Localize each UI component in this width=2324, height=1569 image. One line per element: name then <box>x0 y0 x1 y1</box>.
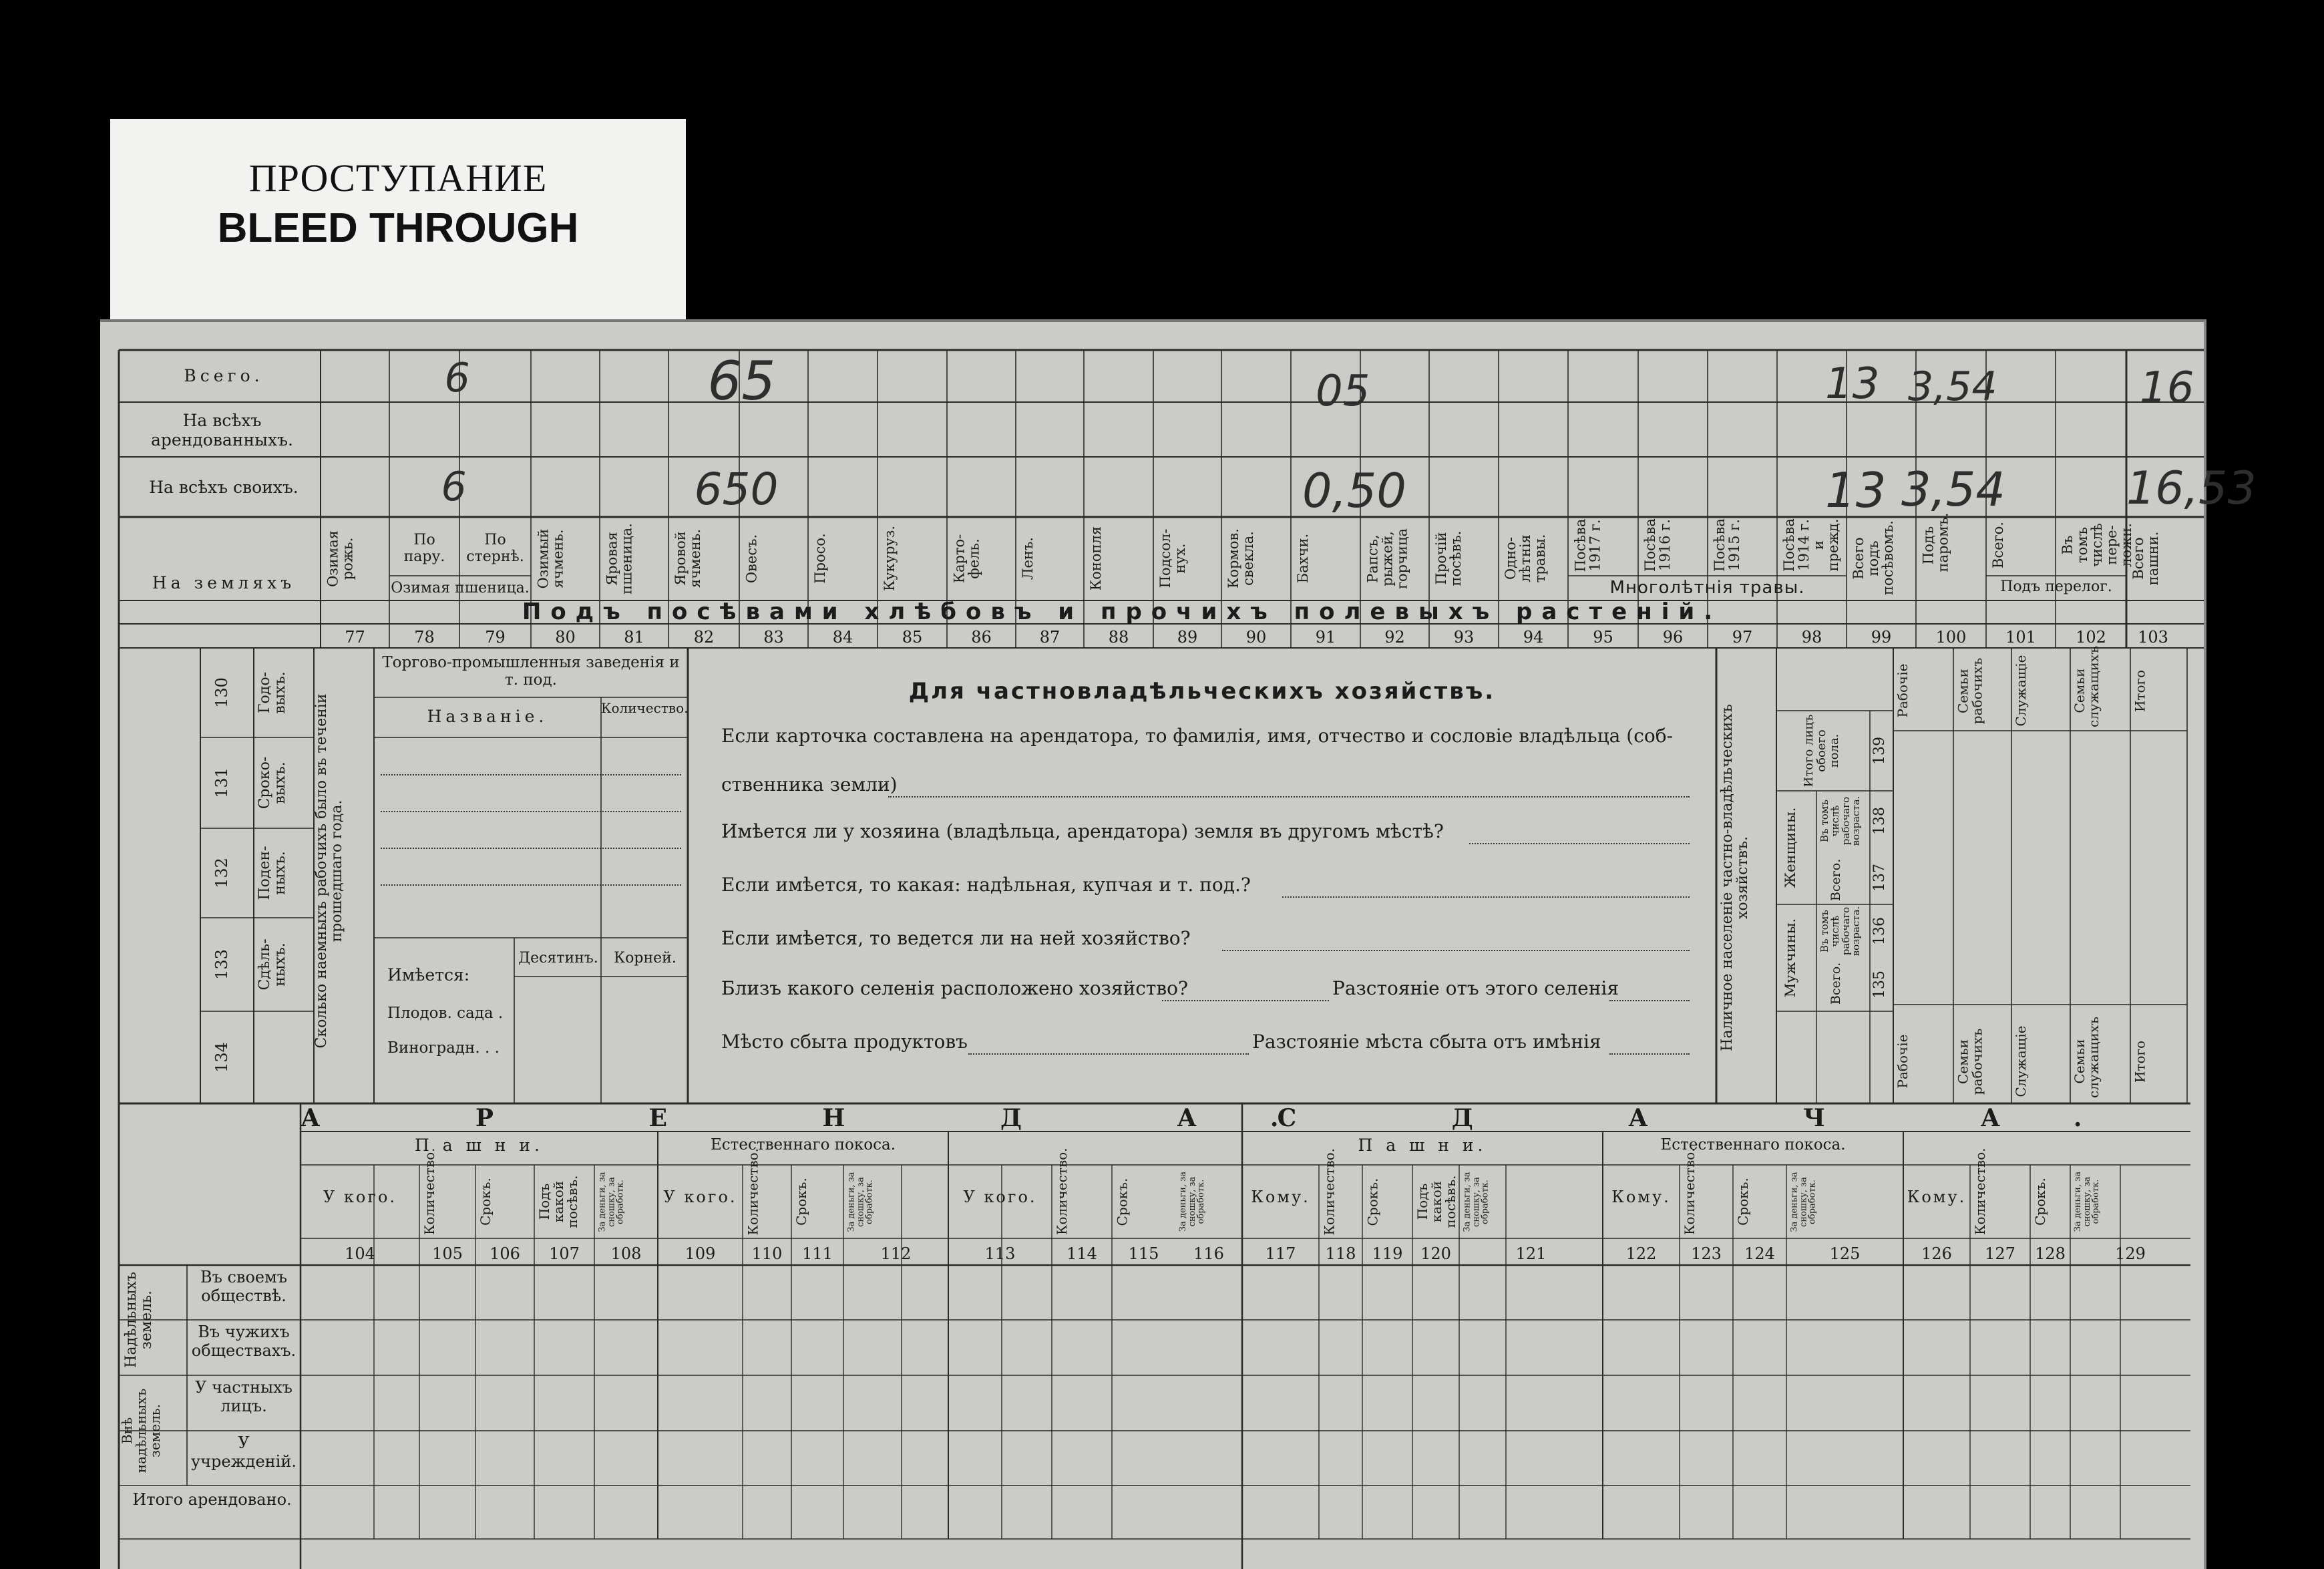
row-arendovannykh: На всѣхъ арендованныхъ. <box>151 411 293 450</box>
label-english: BLEED THROUGH <box>217 205 579 251</box>
private-estates-title: Для частновладѣльческихъ хозяйствъ. <box>908 678 1496 705</box>
hw-own-98: 13 <box>1825 462 1887 518</box>
subheader-perelog: Подъ перелог. <box>2000 578 2112 595</box>
col-number-81: 81 <box>624 628 644 647</box>
trade-header: Торгово-промышленныя заведенія и т. под. <box>382 654 680 689</box>
lease-col-111: Срокъ. <box>793 1178 809 1226</box>
col-header-100: Подъ паромъ. <box>1920 512 1951 572</box>
question-distance-market: Разстояніе мѣста сбыта отъ имѣнія <box>1252 1031 1601 1053</box>
lease-col-123: Количество. <box>1682 1148 1698 1235</box>
hired-col-number-132: 132 <box>212 858 231 888</box>
hired-col-number-130: 130 <box>212 677 231 708</box>
question-distance-village: Разстояніе отъ этого селенія <box>1332 977 1619 999</box>
lease-col-number-125: 125 <box>1829 1244 1861 1263</box>
col-header-92: Рапсъ, рыжей, горчица <box>1364 528 1410 589</box>
lease-col-107: Подъ какой посѣвъ. <box>536 1175 580 1228</box>
col-header-99: Всего подъ посѣвомъ. <box>1851 520 1897 595</box>
row-svoem-obshchestve: Въ своемъ обществѣ. <box>200 1268 288 1305</box>
right-col-top-1: Рабочіе <box>1895 663 1911 718</box>
col-header-88: Конопля <box>1088 526 1104 591</box>
population-total: Итого лицъ обоего пола. <box>1802 714 1841 788</box>
population-col-number-138: 138 <box>1871 807 1888 835</box>
subheader-ozimaya-pshenitsa: Озимая пшеница. <box>391 580 530 596</box>
lease-col-number-121: 121 <box>1515 1244 1547 1263</box>
lease-col-114: Количество. <box>1054 1148 1070 1235</box>
answer-line-market-distance <box>1609 1053 1690 1055</box>
vineyard-label: Виноградн. . . <box>387 1039 500 1057</box>
population-men-total: Всего. <box>1828 962 1843 1005</box>
population-women-total: Всего. <box>1828 858 1843 901</box>
banner-posevy: Подъ посѣвами хлѣбовъ и прочихъ полевыхъ растеній. <box>522 598 1722 625</box>
question-land-elsewhere: Имѣется ли у хозяина (владѣльца, арендатора) земля въ другомъ мѣстѣ? <box>721 820 1444 842</box>
lease-col-number-126: 126 <box>1921 1244 1952 1263</box>
lease-col-129: За деньги, за сношку, за обработк. <box>2073 1172 2102 1232</box>
lease-col-number-116: 116 <box>1193 1244 1224 1263</box>
lease-col-number-106: 106 <box>490 1244 520 1263</box>
question-land-type: Если имѣется, то какая: надѣльная, купчая и т. под.? <box>721 874 1251 896</box>
lease-col-number-113: 113 <box>984 1244 1016 1263</box>
hw-total-78: 6 <box>444 355 470 401</box>
lease-col-122: Кому. <box>1611 1188 1671 1206</box>
label-russian: ПРОСТУПАНИЕ <box>248 156 548 200</box>
lease-col-number-110: 110 <box>751 1244 783 1263</box>
lease-col-109: У кого. <box>663 1188 737 1206</box>
lease-col-number-120: 120 <box>1420 1244 1451 1263</box>
hw-total-103: 16 <box>2140 363 2194 413</box>
hired-col-132: Поден-ныхъ. <box>256 846 289 900</box>
hw-total-91: 05 <box>1316 367 1370 416</box>
col-header-97: Посѣва 1915 г. <box>1712 518 1743 572</box>
lease-col-number-107: 107 <box>549 1244 580 1263</box>
lease-col-number-112: 112 <box>880 1244 912 1263</box>
hired-col-number-131: 131 <box>212 767 231 798</box>
col-header-84: Просо. <box>812 533 828 584</box>
lease-col-113: У кого. <box>963 1188 1037 1206</box>
right-col-top-2: Семьи рабочихъ <box>1955 657 1985 724</box>
col-number-87: 87 <box>1039 628 1060 647</box>
hw-total-100: 3,54 <box>1908 363 1997 410</box>
col-number-85: 85 <box>902 628 923 647</box>
trade-entry-line <box>381 774 681 775</box>
orchard-label: Плодов. сада . <box>387 1005 504 1022</box>
lease-col-106: Срокъ. <box>477 1178 494 1226</box>
answer-line-farming <box>1222 950 1690 951</box>
lease-col-126: Кому. <box>1907 1188 1967 1206</box>
lease-col-number-122: 122 <box>1625 1244 1657 1263</box>
col-number-94: 94 <box>1523 628 1544 647</box>
hw-own-103: 16,53 <box>2126 462 2257 515</box>
col-header-91: Бахчи. <box>1295 533 1311 584</box>
trade-entry-line <box>381 848 681 849</box>
col-number-102: 102 <box>2076 628 2106 647</box>
col-number-80: 80 <box>555 628 576 647</box>
lease-col-117: Кому. <box>1251 1188 1310 1206</box>
header-arenda-pokos: Естественнаго покоса. <box>710 1136 896 1154</box>
answer-line-distance <box>1609 1000 1690 1001</box>
col-header-95: Посѣва 1917 г. <box>1572 518 1603 572</box>
question-farming-there: Если имѣется, то ведется ли на ней хозяйство? <box>721 927 1191 949</box>
right-col-bottom-4: Семьи служащихъ <box>2072 1017 2102 1098</box>
lease-col-number-123: 123 <box>1691 1244 1722 1263</box>
row-group-nadel: Надѣльныхъ земель. <box>123 1272 156 1368</box>
col-header-101: Всего. <box>1990 522 2006 568</box>
lease-col-125: За деньги, за сношку, за обработк. <box>1789 1172 1818 1232</box>
hired-col-number-134: 134 <box>212 1042 231 1073</box>
question-owner-name: Если карточка составлена на арендатора, то фамилія, имя, отчество и сословіе владѣльца (соб- <box>721 725 1674 747</box>
col-header-94: Одно-лѣтнія травы. <box>1503 534 1549 583</box>
answer-line-type <box>1282 896 1690 898</box>
lease-col-105: Количество. <box>421 1148 437 1235</box>
lease-col-118: Количество. <box>1321 1148 1337 1235</box>
lease-col-120: Подъ какой посѣвъ. <box>1414 1175 1459 1228</box>
lease-col-104: У кого. <box>323 1188 397 1206</box>
answer-line-owner <box>888 796 1690 798</box>
right-col-top-4: Семьи служащихъ <box>2072 646 2102 727</box>
col-number-79: 79 <box>485 628 506 647</box>
population-women-working: Въ томъ числѣ рабочаго возраста. <box>1818 796 1863 846</box>
population-col-number-139: 139 <box>1871 737 1888 765</box>
question-near-village: Близъ какого селенія расположено хозяйство? <box>721 977 1189 999</box>
lease-col-110: Количество. <box>745 1148 761 1235</box>
lease-col-number-115: 115 <box>1128 1244 1159 1263</box>
lease-col-number-114: 114 <box>1067 1244 1097 1263</box>
orchard-has-label: Имѣется: <box>387 965 470 985</box>
hw-own-91: 0,50 <box>1302 464 1406 518</box>
col-header-82: Яровой ячмень. <box>672 529 704 588</box>
col-number-88: 88 <box>1108 628 1129 647</box>
question-owner-name-cont: ственника земли) <box>721 773 898 796</box>
lease-col-number-104: 104 <box>345 1244 375 1263</box>
lease-col-number-129: 129 <box>2115 1244 2146 1263</box>
col-number-82: 82 <box>693 628 715 647</box>
col-header-85: Кукуруз. <box>882 525 898 592</box>
col-number-90: 90 <box>1245 628 1267 647</box>
header-sdacha: С Д А Ч А. <box>1277 1104 2156 1132</box>
lease-col-number-127: 127 <box>1985 1244 2015 1263</box>
row-na-zemlyakh: На земляхъ <box>152 573 296 592</box>
lease-col-119: Срокъ. <box>1364 1178 1380 1226</box>
col-header-80: Озимый ячмень. <box>535 528 566 588</box>
answer-line-market <box>968 1053 1249 1055</box>
lease-col-112: За деньги, за сношку, за обработк. <box>846 1172 875 1232</box>
row-chuzhikh-obshchestvakh: Въ чужихъ обществахъ. <box>191 1323 297 1360</box>
lease-col-127: Количество. <box>1972 1148 1988 1235</box>
lease-col-number-118: 118 <box>1325 1244 1356 1263</box>
hired-col-number-133: 133 <box>212 949 231 980</box>
col-header-81: Яровая пшеница. <box>604 522 635 594</box>
col-header-93: Прочій посѣвъ. <box>1433 530 1465 586</box>
trade-qty-col: Количество. <box>601 700 689 716</box>
lease-col-128: Срокъ. <box>2032 1178 2048 1226</box>
hired-col-131: Сроко-выхъ. <box>256 756 289 810</box>
trade-name-col: Названіе. <box>427 707 548 726</box>
row-itogo-arendovano: Итого арендовано. <box>132 1490 292 1509</box>
population-col-number-135: 135 <box>1871 971 1888 999</box>
answer-line-village <box>1162 1000 1329 1001</box>
col-number-84: 84 <box>832 628 853 647</box>
right-col-bottom-2: Семьи рабочихъ <box>1955 1028 1985 1095</box>
subheader-mnogoletnie-travy: Многолѣтнія травы. <box>1609 578 1805 598</box>
lease-col-number-124: 124 <box>1744 1244 1775 1263</box>
col-number-83: 83 <box>763 628 784 647</box>
trade-entry-line <box>381 884 681 886</box>
lease-col-116: За деньги, за сношку, за обработк. <box>1178 1172 1207 1232</box>
hired-col-133: Сдѣль-ныхъ. <box>256 938 289 991</box>
col-number-95: 95 <box>1593 628 1613 647</box>
col-header-78: По пару. <box>403 532 445 566</box>
col-number-92: 92 <box>1384 628 1405 647</box>
col-number-91: 91 <box>1315 628 1336 647</box>
col-number-100: 100 <box>1935 628 1967 647</box>
hw-own-78: 6 <box>441 464 467 510</box>
col-number-99: 99 <box>1871 628 1892 647</box>
col-number-96: 96 <box>1662 628 1684 647</box>
col-number-86: 86 <box>971 628 992 647</box>
col-number-93: 93 <box>1453 628 1475 647</box>
lease-col-108: За деньги, за сношку, за обработк. <box>597 1172 626 1232</box>
bleed-through-label <box>110 119 686 333</box>
lease-col-number-119: 119 <box>1372 1244 1403 1263</box>
col-header-79: По стернѣ. <box>466 532 524 566</box>
question-market-place: Мѣсто сбыта продуктовъ <box>721 1031 968 1053</box>
lease-col-121: За деньги, за сношку, за обработк. <box>1462 1172 1491 1232</box>
population-col-number-137: 137 <box>1871 864 1888 892</box>
col-header-87: Ленъ. <box>1020 537 1036 580</box>
lease-col-number-105: 105 <box>432 1244 463 1263</box>
header-sdacha-pokos: Естественнаго покоса. <box>1660 1136 1846 1154</box>
hw-own-100: 3,54 <box>1901 462 2005 517</box>
population-women: Женщины. <box>1782 807 1798 888</box>
col-number-78: 78 <box>414 628 435 647</box>
header-arenda: А Р Е Н Д А. <box>301 1104 1352 1132</box>
orchard-roots-col: Корней. <box>614 950 676 967</box>
right-col-bottom-3: Служащіе <box>2013 1025 2029 1097</box>
col-number-101: 101 <box>2005 628 2036 647</box>
census-form-sheet <box>100 319 2257 1569</box>
lease-col-115: Срокъ. <box>1114 1178 1130 1226</box>
hw-total-81: 65 <box>707 350 776 412</box>
header-sdacha-pashni: П а ш н и. <box>1358 1136 1487 1155</box>
orchard-desyatin-col: Десятинъ. <box>518 950 598 967</box>
population-title: Наличное населеніе частно-владѣльческихъ хозяйствъ. <box>1719 704 1752 1051</box>
answer-line-elsewhere <box>1469 843 1690 844</box>
col-header-90: Кормов. свекла. <box>1225 528 1257 588</box>
col-header-98: Посѣва 1914 г. и прежд. <box>1781 518 1842 572</box>
row-group-vne-nadel: Внѣ надѣльныхъ земель. <box>119 1388 163 1473</box>
lease-col-number-109: 109 <box>685 1244 716 1263</box>
col-header-96: Посѣва 1916 г. <box>1642 518 1674 572</box>
hw-total-98: 13 <box>1825 359 1880 409</box>
row-svoikh: На всѣхъ своихъ. <box>149 478 299 497</box>
trade-entry-line <box>381 811 681 812</box>
row-uchrezhdeniy: У учрежденій. <box>191 1433 297 1471</box>
population-men-working: Въ томъ числѣ рабочаго возраста. <box>1818 906 1863 956</box>
col-header-103: Всего пашни. <box>2130 531 2162 586</box>
col-number-103: 103 <box>2138 628 2168 647</box>
row-vsego: Всего. <box>184 366 264 385</box>
col-header-89: Подсол-нух. <box>1157 528 1189 588</box>
col-header-86: Карто-фель. <box>951 534 982 583</box>
right-col-bottom-5: Итого <box>2132 1040 2148 1083</box>
lease-col-number-117: 117 <box>1265 1244 1296 1263</box>
hw-own-81: 650 <box>694 464 779 515</box>
col-number-77: 77 <box>345 628 365 647</box>
col-number-97: 97 <box>1732 628 1753 647</box>
lease-col-number-111: 111 <box>802 1244 833 1263</box>
lease-col-number-128: 128 <box>2035 1244 2066 1263</box>
hired-workers-note: Сколько наемныхъ рабочихъ было въ теченіи прошедшаго года. <box>313 693 346 1049</box>
col-header-83: Овесъ. <box>743 534 759 583</box>
right-col-top-3: Служащіе <box>2013 655 2029 727</box>
col-header-102: Въ томъ числѣ пере-ложн. <box>2060 523 2135 567</box>
lease-col-124: Срокъ. <box>1735 1178 1751 1226</box>
hired-col-130: Годо-выхъ. <box>256 671 289 714</box>
population-col-number-136: 136 <box>1871 917 1888 945</box>
header-arenda-pashni: П а ш н и. <box>414 1136 544 1155</box>
right-col-top-5: Итого <box>2132 669 2148 712</box>
col-header-77: Озимая рожь. <box>325 530 356 587</box>
col-number-98: 98 <box>1801 628 1822 647</box>
col-number-89: 89 <box>1177 628 1198 647</box>
population-men: Мужчины. <box>1782 918 1798 998</box>
right-col-bottom-1: Рабочіе <box>1895 1034 1911 1089</box>
lease-col-number-108: 108 <box>610 1244 642 1263</box>
row-chastnykh-lits: У частныхъ лицъ. <box>195 1378 293 1415</box>
